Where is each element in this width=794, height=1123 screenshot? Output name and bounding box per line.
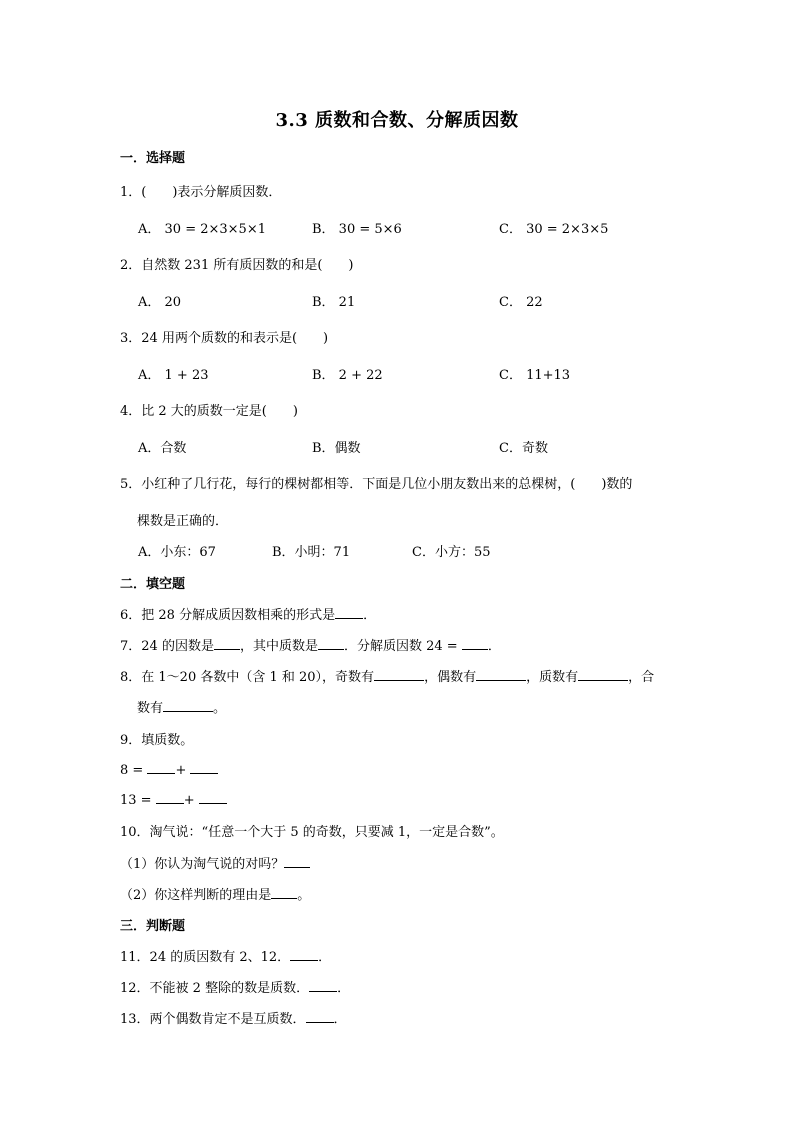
- equation-lhs: 13 =: [120, 793, 152, 808]
- plus-sign: +: [175, 763, 187, 778]
- answer-blank[interactable]: [190, 761, 218, 774]
- question-5-option-a: A．小东：67: [138, 545, 216, 560]
- question-13-end: ．: [333, 1012, 347, 1027]
- question-2-option-c: C． 22: [499, 295, 543, 310]
- question-3-option-a: A． 1 + 23: [138, 368, 209, 383]
- question-10-sub-2: [120, 884, 310, 903]
- question-9-stem: 9．填质数。: [120, 733, 194, 748]
- answer-blank[interactable]: [318, 637, 344, 650]
- answer-blank[interactable]: [335, 606, 363, 619]
- question-13-text: 13．两个偶数肯定不是互质数．: [120, 1012, 306, 1027]
- question-5-option-c: C．小方：55: [412, 545, 491, 560]
- question-3-stem: 3．24 用两个质数的和表示是( ): [120, 331, 329, 346]
- question-10-sub-2-text: （2）你这样判断的理由是: [120, 888, 272, 903]
- question-2-stem: 2．自然数 231 所有质因数的和是( ): [120, 258, 354, 273]
- question-8-text-1: 8．在 1～20 各数中（含 1 和 20），奇数有: [120, 670, 375, 685]
- section-heading-choice: 一．选择题: [120, 151, 186, 166]
- question-2-option-b: B． 21: [312, 295, 356, 310]
- question-6-text: 6．把 28 分解成质因数相乘的形式是: [120, 608, 336, 623]
- question-4-option-a: A．合数: [138, 441, 187, 456]
- question-12-text: 12．不能被 2 整除的数是质数．: [120, 981, 310, 996]
- question-10-sub-2-end: 。: [297, 888, 311, 903]
- question-3-option-c: C． 11+13: [499, 368, 571, 383]
- question-10-stem: 10．淘气说：“任意一个大于 5 的奇数，只要减 1，一定是合数”。: [120, 825, 504, 840]
- question-8-text-6: 。: [213, 701, 227, 716]
- answer-blank[interactable]: [578, 668, 628, 681]
- question-4-stem: 4．比 2 大的质数一定是( ): [120, 404, 298, 419]
- answer-blank[interactable]: [309, 979, 337, 992]
- answer-blank[interactable]: [271, 886, 297, 899]
- question-5-stem-continued: 棵数是正确的．: [137, 514, 229, 529]
- question-11-text: 11．24 的质因数有 2、12．: [120, 950, 291, 965]
- answer-blank[interactable]: [214, 637, 240, 650]
- question-12-end: ．: [337, 981, 351, 996]
- question-5-option-b: B．小明：71: [272, 545, 351, 560]
- question-9-line-2: [120, 791, 227, 808]
- question-10-sub-1: [120, 853, 310, 872]
- question-8-text-3: ，质数有: [526, 670, 579, 685]
- question-5-stem: 5．小红种了几行花，每行的棵树都相等．下面是几位小朋友数出来的总棵树，( )数的: [120, 477, 633, 492]
- question-11-end: ．: [318, 950, 332, 965]
- question-6-end: ．: [363, 608, 377, 623]
- question-12: [120, 977, 350, 996]
- question-8-text-2: ，偶数有: [424, 670, 477, 685]
- question-7-text-1: 7．24 的因数是: [120, 639, 214, 654]
- question-7-text-4: ．: [487, 639, 501, 654]
- question-7-text-3: ．分解质因数 24 =: [343, 639, 458, 654]
- question-8: [120, 666, 654, 685]
- question-13: [120, 1008, 347, 1027]
- answer-blank[interactable]: [284, 855, 310, 868]
- question-1-stem: 1．( )表示分解质因数．: [120, 185, 282, 200]
- question-11: [120, 946, 331, 965]
- page-title: 3.3 质数和合数、分解质因数: [275, 110, 519, 131]
- question-7: [120, 635, 501, 654]
- answer-blank[interactable]: [199, 791, 227, 804]
- answer-blank[interactable]: [462, 637, 488, 650]
- question-2-option-a: A． 20: [138, 295, 182, 310]
- question-4-option-c: C．奇数: [499, 441, 548, 456]
- question-9-line-1: [120, 761, 218, 778]
- question-3-option-b: B． 2 + 22: [312, 368, 383, 383]
- section-heading-fill-in: 二．填空题: [120, 577, 186, 592]
- answer-blank[interactable]: [476, 668, 526, 681]
- question-10-sub-1-text: （1）你认为淘气说的对吗？: [120, 857, 285, 872]
- answer-blank[interactable]: [290, 948, 318, 961]
- question-4-option-b: B．偶数: [312, 441, 361, 456]
- answer-blank[interactable]: [306, 1010, 334, 1023]
- question-1-option-c: C． 30 = 2×3×5: [499, 222, 609, 237]
- question-8-text-4: ，合: [628, 670, 655, 685]
- answer-blank[interactable]: [147, 761, 175, 774]
- plus-sign: +: [183, 793, 195, 808]
- section-heading-true-false: 三．判断题: [120, 919, 186, 934]
- question-1-option-b: B． 30 = 5×6: [312, 222, 402, 237]
- question-1-option-a: A． 30 = 2×3×5×1: [138, 222, 266, 237]
- question-6: [120, 604, 376, 623]
- answer-blank[interactable]: [156, 791, 184, 804]
- answer-blank[interactable]: [163, 699, 213, 712]
- question-8-continued: [137, 697, 226, 716]
- answer-blank[interactable]: [374, 668, 424, 681]
- question-8-text-5: 数有: [137, 701, 164, 716]
- equation-lhs: 8 =: [120, 763, 144, 778]
- question-7-text-2: ，其中质数是: [239, 639, 318, 654]
